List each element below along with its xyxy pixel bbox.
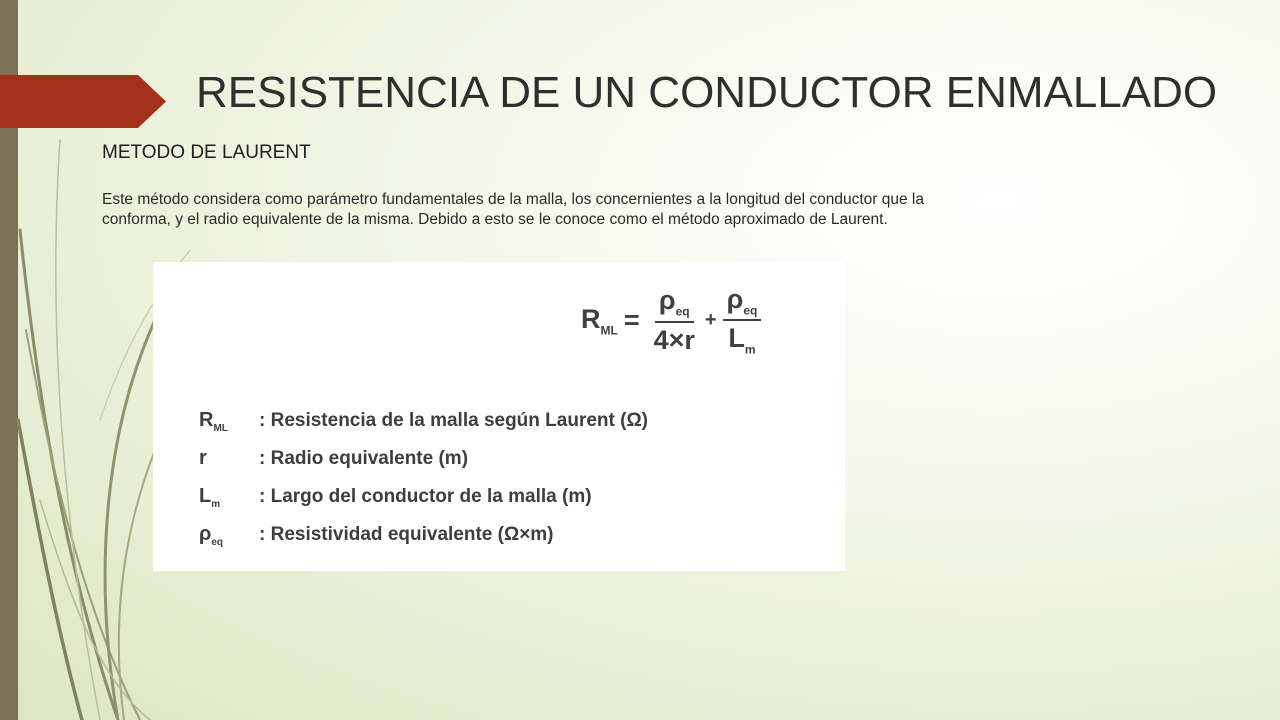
definition-row (199, 440, 648, 478)
definition-symbol: $\rho_{eq}$ (199, 522, 224, 548)
definition-description: : Resistividad equivalente (Ω×m) (259, 524, 554, 545)
formula-fraction-2 (723, 284, 762, 357)
formula-lhs: $R_{ML}$ (581, 303, 618, 338)
fraction-2-numerator: $\rho_{eq}$ (723, 284, 762, 321)
slide-body-text: Este método considera como parámetro fundamentales de la malla, los concernientes a la longitud del conductor que la conforma, y el radio equivalente de la misma. Debido a esto se le conoce como el método aproximado de Laurent. (102, 191, 924, 228)
fraction-2-denominator: $L_m$ (728, 323, 756, 357)
variable-definitions (199, 402, 648, 554)
definition-row (199, 478, 648, 516)
definition-description: : Largo del conductor de la malla (m) (259, 486, 592, 507)
fraction-1-numerator: $\rho_{eq}$ (655, 285, 694, 322)
definition-symbol: r (199, 446, 207, 469)
definition-description: : Resistencia de la malla según Laurent (Ω) (259, 410, 649, 431)
definition-symbol: $L_m$ (199, 484, 221, 510)
definition-row (199, 516, 648, 554)
slide-title: RESISTENCIA DE UN CONDUCTOR ENMALLADO (196, 68, 1218, 117)
fraction-1-denominator: 4×r (653, 324, 695, 355)
formula-equals: = (623, 304, 640, 335)
laurent-formula (581, 284, 765, 357)
formula-plus: + (704, 308, 717, 331)
formula-image (153, 262, 845, 571)
formula-fraction-1 (650, 285, 699, 355)
slide-subtitle: METODO DE LAURENT (102, 142, 311, 163)
definition-symbol: $R_{ML}$ (199, 408, 228, 434)
title-arrow-shape (0, 75, 166, 128)
definition-description: : Radio equivalente (m) (259, 448, 469, 469)
definition-row (199, 402, 648, 440)
